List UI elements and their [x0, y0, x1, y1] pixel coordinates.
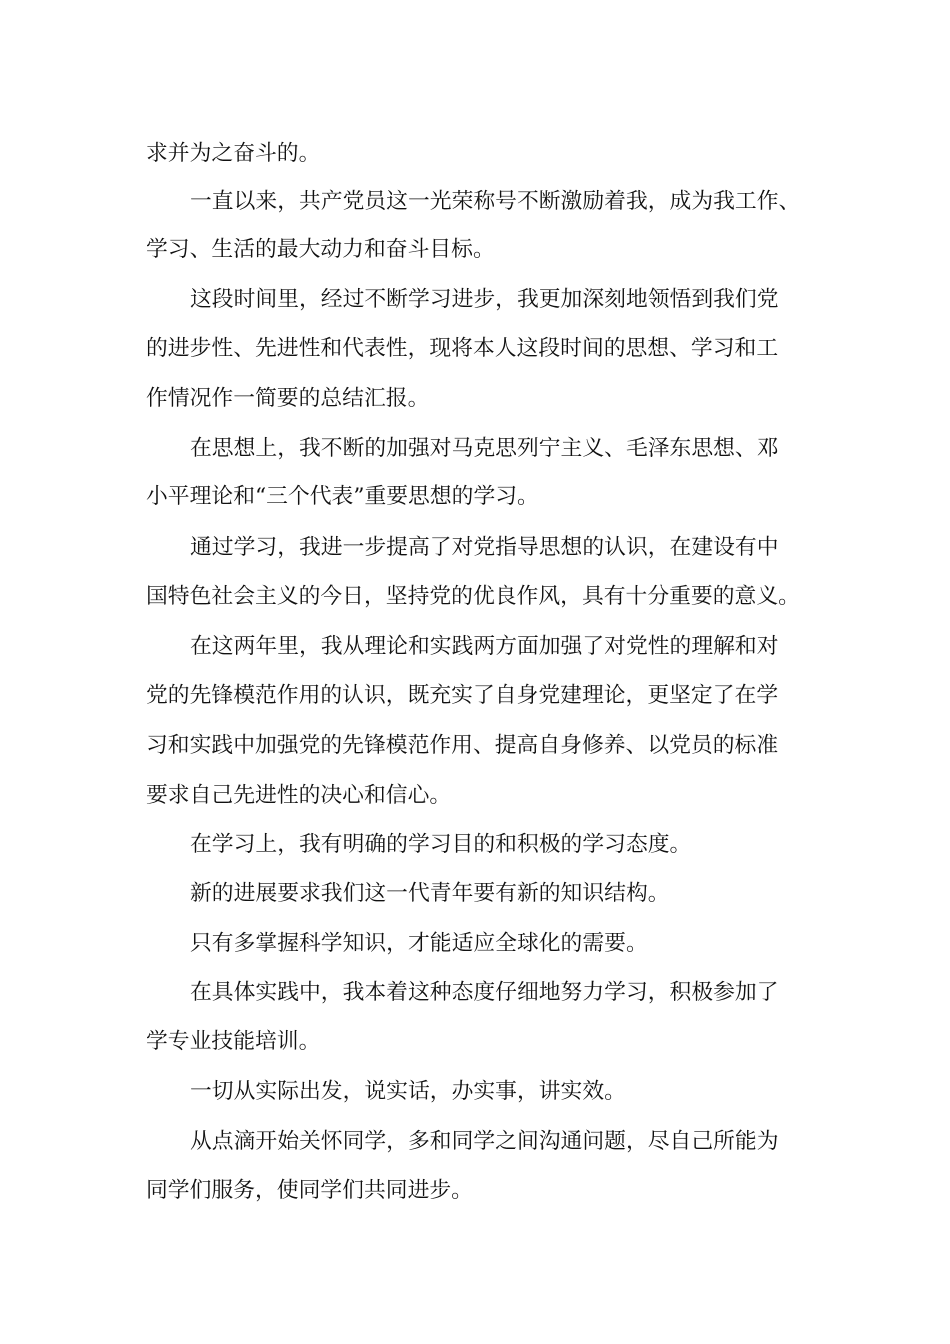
- text-line: 在思想上，我不断的加强对马克思列宁主义、毛泽东思想、邓: [190, 436, 779, 461]
- text-line: 作情况作一简要的总结汇报。: [146, 386, 430, 411]
- text-line: 只有多掌握科学知识，才能适应全球化的需要。: [190, 931, 648, 956]
- text-line: 党的先锋模范作用的认识，既充实了自身党建理论，更坚定了在学: [146, 683, 779, 708]
- text-line: 在具体实践中，我本着这种态度仔细地努力学习，积极参加了: [190, 980, 779, 1005]
- text-line: 学专业技能培训。: [146, 1029, 321, 1054]
- text-line: 习和实践中加强党的先锋模范作用、提高自身修养、以党员的标准: [146, 733, 779, 758]
- text-line: 国特色社会主义的今日，坚持党的优良作风，具有十分重要的意义。: [146, 584, 800, 609]
- text-line: 学习、生活的最大动力和奋斗目标。: [146, 237, 495, 262]
- text-line: 一直以来，共产党员这一光荣称号不断激励着我，成为我工作、: [190, 189, 801, 214]
- text-line: 一切从实际出发，说实话，办实事，讲实效。: [190, 1079, 626, 1104]
- text-line: 在这两年里，我从理论和实践两方面加强了对党性的理解和对: [190, 634, 779, 659]
- text-line: 在学习上，我有明确的学习目的和积极的学习态度。: [190, 832, 692, 857]
- text-line: 从点滴开始关怀同学，多和同学之间沟通问题，尽自己所能为: [190, 1129, 779, 1154]
- text-line: 新的进展要求我们这一代青年要有新的知识结构。: [190, 881, 670, 906]
- text-line: 求并为之奋斗的。: [146, 141, 321, 166]
- text-line: 小平理论和“三个代表”重要思想的学习。: [146, 484, 539, 509]
- text-line: 这段时间里，经过不断学习进步，我更加深刻地领悟到我们党: [190, 287, 779, 312]
- text-line: 的进步性、先进性和代表性，现将本人这段时间的思想、学习和工: [146, 336, 779, 361]
- text-line: 通过学习，我进一步提高了对党指导思想的认识，在建设有中: [190, 535, 779, 560]
- text-line: 同学们服务，使同学们共同进步。: [146, 1178, 473, 1203]
- text-line: 要求自己先进性的决心和信心。: [146, 783, 452, 808]
